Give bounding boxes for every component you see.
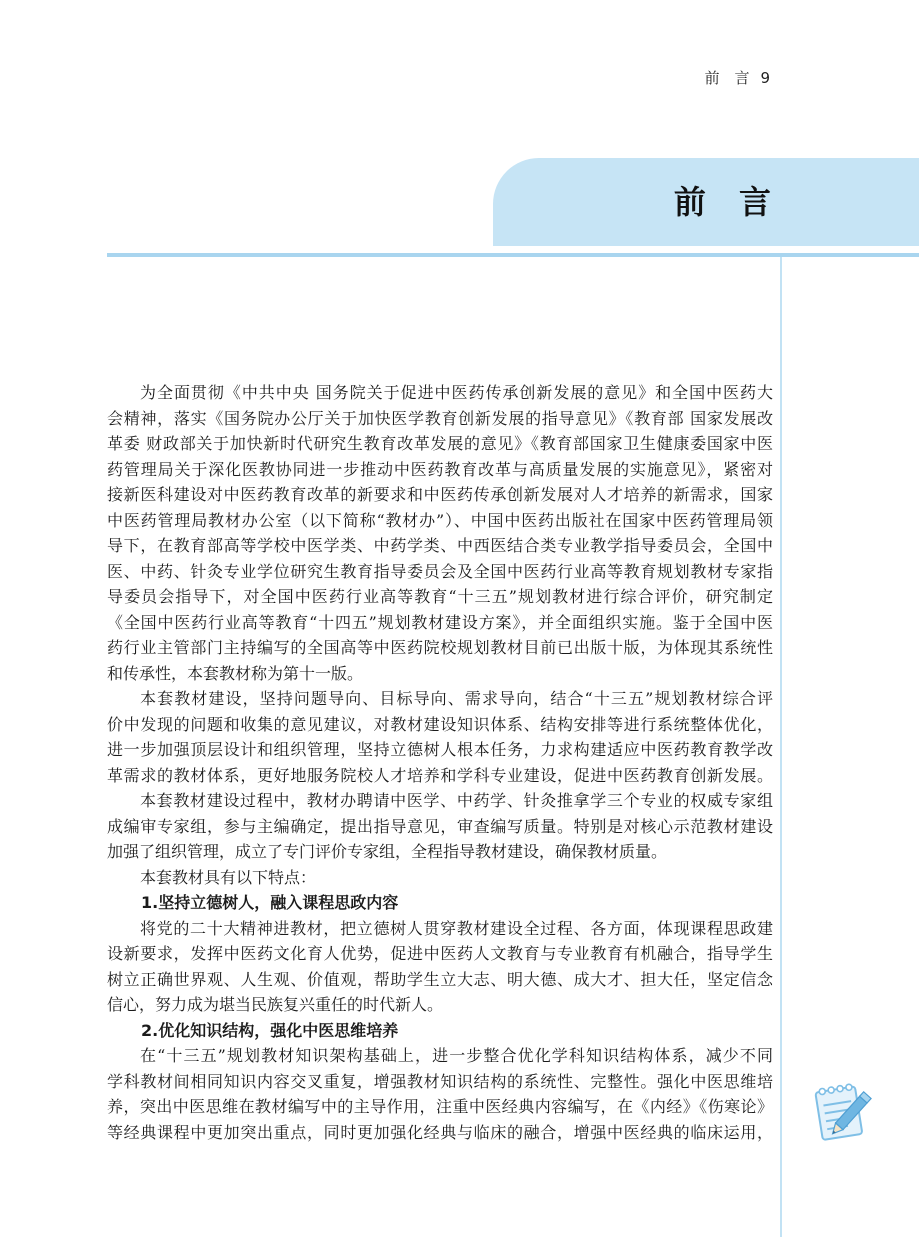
text-line: 养，突出中医思维在教材编写中的主导作用，注重中医经典内容编写，在《内经》《伤寒论》	[107, 1097, 773, 1116]
section-heading: 1.坚持立德树人，融入课程思政内容	[141, 893, 399, 912]
text-line: 导下，在教育部高等学校中医学类、中药学类、中西医结合类专业教学指导委员会，全国中	[107, 536, 773, 555]
text-line: 树立正确世界观、人生观、价值观，帮助学生立大志、明大德、成大才、担大任，坚定信念	[107, 969, 773, 989]
text-line: 为全面贯彻《中共中央 国务院关于促进中医药传承创新发展的意见》和全国中医药大	[140, 383, 773, 402]
preface-body	[107, 380, 773, 1145]
running-title: 前 言	[704, 69, 755, 87]
features-lead: 本套教材具有以下特点：	[140, 867, 317, 887]
notepad-pencil-icon	[810, 1074, 880, 1144]
margin-rule	[780, 257, 782, 1237]
text-line: 导委员会指导下，对全国中医药行业高等教育“十三五”规划教材进行综合评价，研究制定	[107, 587, 773, 606]
paragraph-feature-1	[107, 916, 773, 1018]
paragraph-intro	[107, 380, 773, 686]
text-line: 药行业主管部门主持编写的全国高等中医药院校规划教材目前已出版十版，为体现其系统性	[107, 638, 773, 657]
text-line: 接新医科建设对中医药教育改革的新要求和中医药传承创新发展对人才培养的新需求，国家	[107, 485, 773, 504]
chapter-banner	[493, 158, 919, 246]
text-line: 革委 财政部关于加快新时代研究生教育改革发展的意见》《教育部国家卫生健康委国家中医	[107, 434, 773, 453]
text-line: 将党的二十大精神进教材，把立德树人贯穿教材建设全过程、各方面，体现课程思政建	[140, 918, 773, 938]
text-line: 中医药管理局教材办公室（以下简称“教材办”）、中国中医药出版社在国家中医药管理局领	[107, 510, 773, 530]
text-line: 在“十三五”规划教材知识架构基础上，进一步整合优化学科知识结构体系，减少不同	[140, 1046, 773, 1065]
text-line: 价中发现的问题和收集的意见建议，对教材建设知识体系、结构安排等进行系统整体优化，	[107, 714, 773, 734]
paragraph-process	[107, 788, 773, 865]
header-rule	[107, 253, 919, 257]
text-line: 设新要求，发挥中医药文化育人优势，促进中医药人文教育与专业教育有机融合，指导学生	[107, 944, 773, 963]
section-heading: 2.优化知识结构，强化中医思维培养	[141, 1020, 399, 1040]
running-header	[705, 68, 770, 88]
text-line: 《全国中医药行业高等教育“十四五”规划教材建设方案》，并全面组织实施。鉴于全国中医	[107, 612, 773, 632]
text-line: 学科教材间相同知识内容交叉重复，增强教材知识结构的系统性、完整性。强化中医思维培	[107, 1071, 773, 1091]
paragraph-feature-2	[107, 1043, 773, 1145]
text-line: 会精神，落实《国务院办公厅关于加快医学教育创新发展的指导意见》《教育部 国家发展改	[107, 408, 773, 428]
text-line: 革需求的教材体系，更好地服务院校人才培养和学科专业建设，促进中医药教育创新发展。	[107, 765, 773, 785]
text-line: 信心，努力成为堪当民族复兴重任的时代新人。	[107, 995, 444, 1014]
text-line: 和传承性，本套教材称为第十一版。	[107, 663, 364, 683]
text-line: 等经典课程中更加突出重点，同时更加强化经典与临床的融合，增强中医经典的临床运用，	[107, 1122, 773, 1142]
paragraph-construction	[107, 686, 773, 788]
text-line: 成编审专家组，参与主编确定，提出指导意见，审查编写质量。特别是对核心示范教材建设	[107, 816, 773, 836]
text-line: 加强了组织管理，成立了专门评价专家组，全程指导教材建设，确保教材质量。	[107, 842, 668, 861]
chapter-title: 前 言	[673, 183, 782, 221]
page-number: 9	[760, 69, 770, 87]
text-line: 本套教材建设，坚持问题导向、目标导向、需求导向，结合“十三五”规划教材综合评	[140, 689, 773, 708]
text-line: 医、中药、针灸专业学位研究生教育指导委员会及全国中医药行业高等教育规划教材专家指	[107, 561, 773, 581]
text-line: 进一步加强顶层设计和组织管理，坚持立德树人根本任务，力求构建适应中医药教育教学改	[107, 740, 773, 759]
text-line: 本套教材建设过程中，教材办聘请中医学、中药学、针灸推拿学三个专业的权威专家组	[140, 791, 773, 810]
text-line: 药管理局关于深化医教协同进一步推动中医药教育改革与高质量发展的实施意见》，紧密对	[107, 459, 773, 479]
